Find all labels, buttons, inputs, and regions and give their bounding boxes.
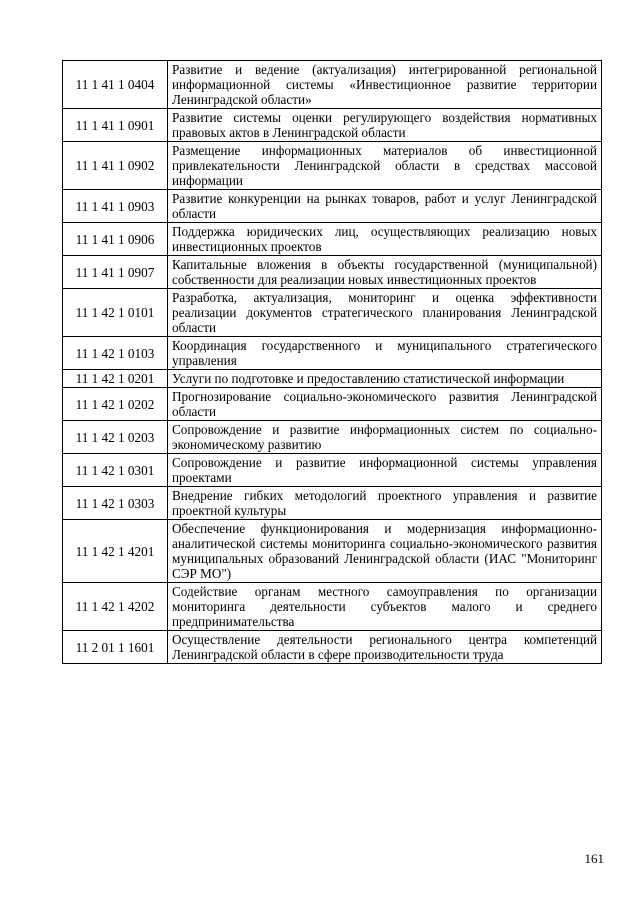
- table-body: [63, 61, 602, 664]
- row-code: 11 1 42 1 0301: [63, 454, 168, 487]
- row-description: Содействие органам местного самоуправления по организации мониторинга деятельности субъектов малого и среднего предпринимательства: [168, 583, 602, 631]
- page-number: 161: [584, 851, 604, 866]
- table-row: [63, 142, 602, 190]
- row-description: Развитие и ведение (актуализация) интегрированной региональной информационной системы «Инвестиционное развитие территории Ленинградской области»: [168, 61, 602, 109]
- row-code: 11 1 42 1 4202: [63, 583, 168, 631]
- table-row: [63, 289, 602, 337]
- row-code: 11 1 41 1 0906: [63, 223, 168, 256]
- row-code: 11 1 41 1 0404: [63, 61, 168, 109]
- row-code: 11 1 41 1 0907: [63, 256, 168, 289]
- row-description: Развитие конкуренции на рынках товаров, работ и услуг Ленинградской области: [168, 190, 602, 223]
- table-row: [63, 190, 602, 223]
- table-row: [63, 223, 602, 256]
- row-code: 11 1 42 1 4201: [63, 520, 168, 583]
- table-row: [63, 583, 602, 631]
- row-description: Внедрение гибких методологий проектного управления и развитие проектной культуры: [168, 487, 602, 520]
- row-description: Сопровождение и развитие информационных систем по социально-экономическому развитию: [168, 421, 602, 454]
- row-description: Развитие системы оценки регулирующего воздействия нормативных правовых актов в Ленинградской области: [168, 109, 602, 142]
- row-description: Капитальные вложения в объекты государственной (муниципальной) собственности для реализации новых инвестиционных проектов: [168, 256, 602, 289]
- row-description: Сопровождение и развитие информационной системы управления проектами: [168, 454, 602, 487]
- table-row: [63, 109, 602, 142]
- row-description: Разработка, актуализация, мониторинг и оценка эффективности реализации документов стратегического планирования Ленинградской области: [168, 289, 602, 337]
- row-description: Размещение информационных материалов об инвестиционной привлекательности Ленинградской области в средствах массовой информации: [168, 142, 602, 190]
- row-description: Прогнозирование социально-экономического развития Ленинградской области: [168, 388, 602, 421]
- row-code: 11 1 42 1 0103: [63, 337, 168, 370]
- table-row: [63, 421, 602, 454]
- row-description: Осуществление деятельности регионального центра компетенций Ленинградской области в сфере производительности труда: [168, 631, 602, 664]
- row-code: 11 1 41 1 0901: [63, 109, 168, 142]
- row-description: Обеспечение функционирования и модернизация информационно-аналитической системы мониторинга социально-экономического развития муниципальных образований Ленинградской области (ИАС "Мониторинг СЭР МО"): [168, 520, 602, 583]
- table-row: [63, 631, 602, 664]
- row-code: 11 1 42 1 0202: [63, 388, 168, 421]
- row-code: 11 1 41 1 0902: [63, 142, 168, 190]
- row-code: 11 1 42 1 0203: [63, 421, 168, 454]
- table-row: [63, 520, 602, 583]
- table-row: [63, 454, 602, 487]
- row-code: 11 1 42 1 0303: [63, 487, 168, 520]
- table-row: [63, 388, 602, 421]
- row-description: Услуги по подготовке и предоставлению статистической информации: [168, 370, 602, 388]
- table-row: [63, 370, 602, 388]
- row-code: 11 1 41 1 0903: [63, 190, 168, 223]
- budget-codes-table: [62, 60, 602, 664]
- table-row: [63, 256, 602, 289]
- table-row: [63, 487, 602, 520]
- row-description: Поддержка юридических лиц, осуществляющих реализацию новых инвестиционных проектов: [168, 223, 602, 256]
- row-code: 11 1 42 1 0101: [63, 289, 168, 337]
- row-description: Координация государственного и муниципального стратегического управления: [168, 337, 602, 370]
- table-row: [63, 337, 602, 370]
- row-code: 11 2 01 1 1601: [63, 631, 168, 664]
- row-code: 11 1 42 1 0201: [63, 370, 168, 388]
- table-row: [63, 61, 602, 109]
